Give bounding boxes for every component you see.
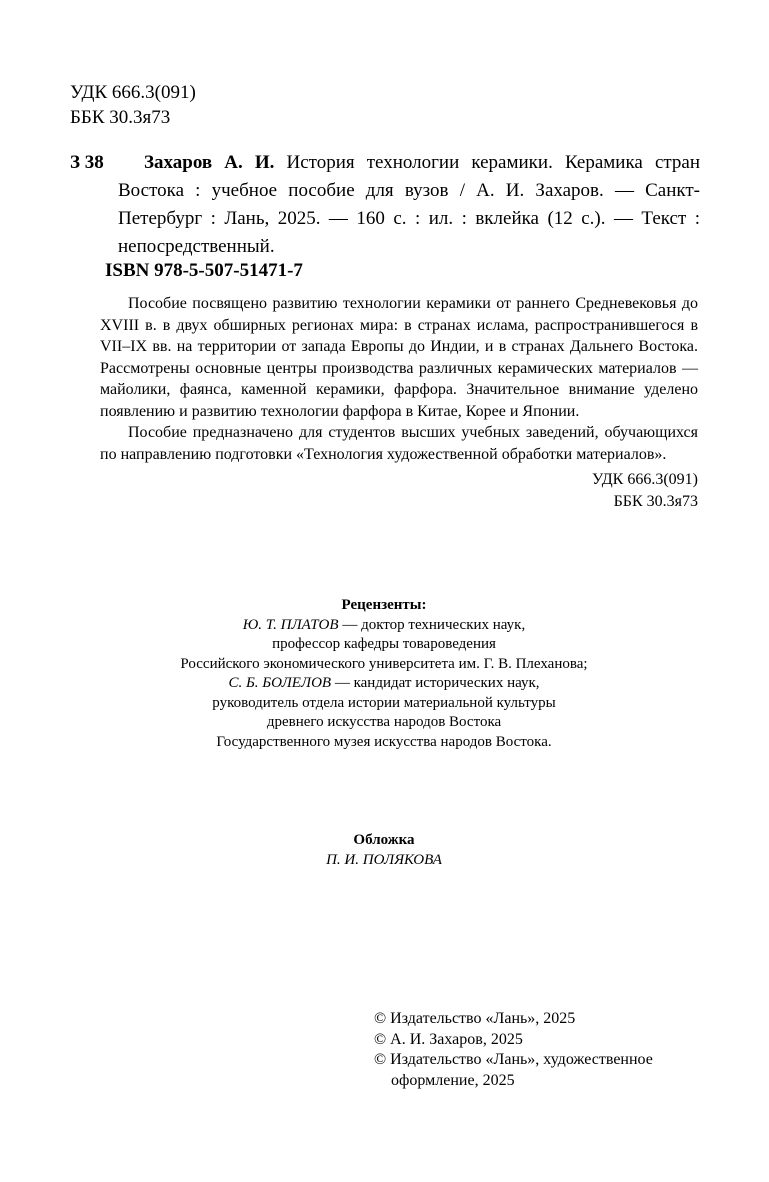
entry-author: Захаров А. И. <box>144 152 275 173</box>
reviewer-2-line-2: руководитель отдела истории материальной культуры <box>212 694 556 711</box>
copyright-block <box>374 1009 694 1091</box>
bbk-code: ББК 30.3я73 <box>70 107 171 128</box>
reviewer-1-line-1 <box>100 616 668 636</box>
reviewer-2-role: — кандидат исторических наук, <box>331 675 540 691</box>
udk-code-right: УДК 666.3(091) <box>592 471 698 488</box>
classification-block-right <box>480 469 698 513</box>
reviewer-1-role: — доктор технических наук, <box>338 616 526 633</box>
author-mark: З 38 <box>70 152 104 173</box>
entry-description: История технологии керамики. Керамика стран Востока : учебное пособие для вузов / А. И. Захаров. — Санкт-Петербург : Лань, 2025. — 160 с. : ил. : вклейка (12 с.). — Текст : непосредственный. <box>118 152 701 257</box>
copyright-line: © Издательство «Лань», художественное <box>374 1051 653 1068</box>
classification-block <box>70 80 196 130</box>
reviewers-heading: Рецензенты: <box>341 597 427 613</box>
cover-credit <box>100 830 668 870</box>
reviewer-2-name: С. Б. БОЛЕЛОВ <box>228 675 332 691</box>
cover-heading: Обложка <box>353 832 415 848</box>
copyright-line: © А. И. Захаров, 2025 <box>374 1030 523 1048</box>
bibliographic-entry <box>70 149 700 261</box>
reviewer-1-line-2: профессор кафедры товароведения <box>272 636 496 652</box>
copyright-line: © Издательство «Лань», 2025 <box>374 1010 576 1027</box>
reviewer-2-line-4: Государственного музея искусства народов Востока. <box>216 733 552 750</box>
reviewer-1-name: Ю. Т. ПЛАТОВ <box>242 616 339 633</box>
reviewer-2-line-3: древнего искусства народов Востока <box>266 714 502 730</box>
isbn: ISBN 978-5-507-51471-7 <box>105 260 303 281</box>
reviewer-2-line-1 <box>100 674 668 694</box>
reviewer-1-line-3: Российского экономического университета им. Г. В. Плеханова; <box>180 655 588 672</box>
cover-designer: П. И. ПОЛЯКОВА <box>326 852 442 868</box>
abstract-paragraph: Пособие посвящено развитию технологии керамики от раннего Средневековья до XVIII в. в двух обширных регионах мира: в странах ислама, распространившегося в VII–IX вв. на территории от запада Европы до Индии, и в странах Дальнего Востока. Рассмотрены основные центры производства различных керамических материалов — майолики, фаянса, каменной керамики, фарфора. Значительное внимание уделено появлению и развитию технологии фарфора в Китае, Корее и Японии. <box>100 295 698 420</box>
abstract <box>100 293 698 465</box>
copyright-line-continued: оформление, 2025 <box>391 1071 515 1089</box>
entry-body <box>118 149 700 261</box>
abstract-paragraph: Пособие предназначено для студентов высших учебных заведений, обучающихся по направлению подготовки «Технология художественной обработки материалов». <box>100 424 698 463</box>
bbk-code-right: ББК 30.3я73 <box>613 493 698 510</box>
udk-code: УДК 666.3(091) <box>70 82 196 103</box>
reviewers-block <box>100 596 668 752</box>
